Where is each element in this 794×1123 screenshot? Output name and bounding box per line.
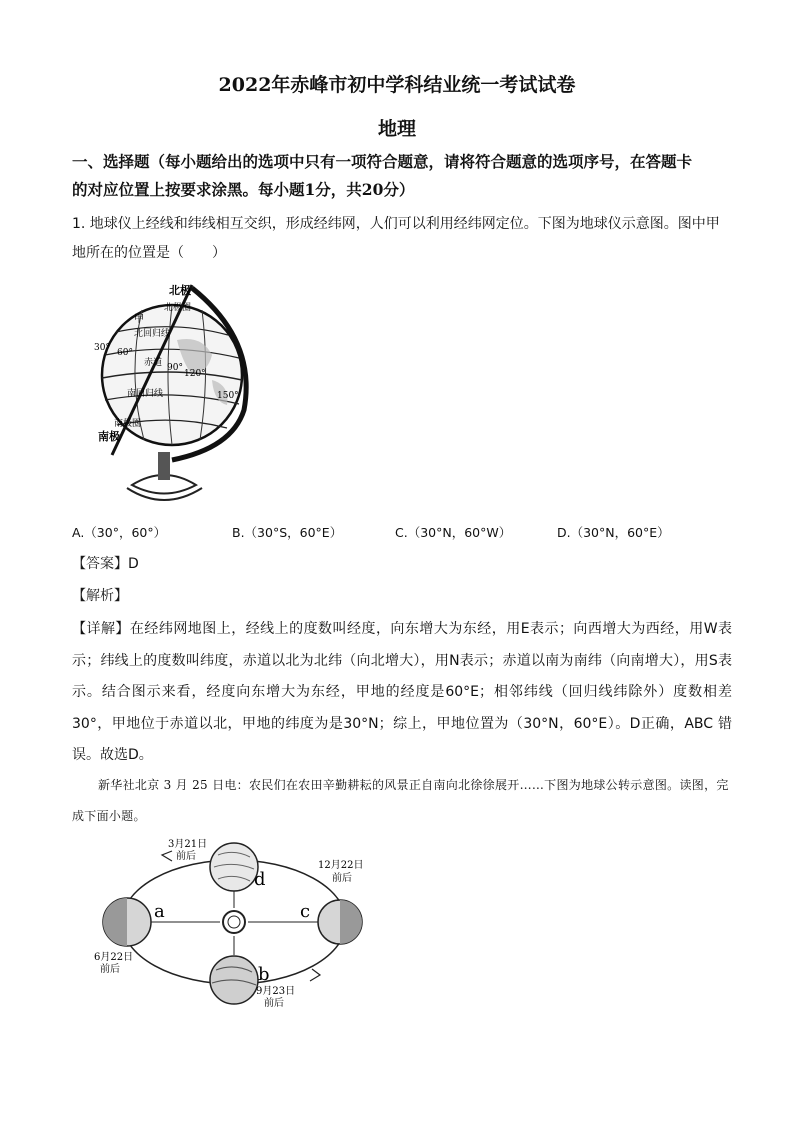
analysis-tag: 【解析】	[72, 588, 128, 604]
globe-label-tropic-capricorn: 南回归线	[127, 389, 164, 399]
subject-title: 地理	[377, 118, 416, 140]
orbit-label-c: c	[300, 901, 311, 922]
earth-position-d	[210, 843, 258, 891]
globe-label-arctic: 北极圈	[164, 303, 192, 313]
globe-label-antarctic: 南极圈	[114, 419, 142, 429]
orbit-label-d: d	[254, 869, 266, 890]
globe-label-jia: 甲	[134, 314, 144, 325]
globe-label-lon150: 150°	[217, 391, 239, 401]
globe-label-south-pole: 南极	[98, 430, 120, 443]
section-heading-line1: 一、选择题（每小题给出的选项中只有一项符合题意，请将符合题意的选项序号，在答题卡	[72, 152, 693, 171]
answer-tag: 【答案】	[72, 556, 128, 572]
question-1-options	[72, 523, 732, 547]
detail-text: 在经纬网地图上，经线上的度数叫经度，向东增大为东经，用E表示；向西增大为西经，用W表示；纬线上的度数叫纬度，赤道以北为北纬（向北增大），用N表示；赤道以南为南纬（向南增大），用S表示。结合图示来看，经度向东增大为东经，甲地的经度是60°E；相邻纬线（回归线纬除外）度数相差30°，甲地位于赤道以北，甲地的纬度为是30°N；综上，甲地位置为（30°N，60°E）。D正确，ABC 错误。故选D。	[72, 621, 733, 763]
page-title: 2022年赤峰市初中学科结业统一考试试卷	[218, 74, 576, 96]
date-sep23-note: 前后	[264, 998, 284, 1009]
earth-position-b	[210, 956, 258, 1004]
date-mar21-note: 前后	[176, 851, 196, 862]
earth-position-c	[318, 900, 362, 944]
globe-label-lon90: 90°	[167, 363, 183, 373]
globe-figure	[72, 280, 257, 510]
answer-value: D	[128, 556, 139, 572]
option-d[interactable]: D.（30°N，60°E）	[557, 525, 670, 540]
date-dec22: 12月22日	[318, 860, 364, 871]
date-sep23: 9月23日	[256, 986, 296, 997]
date-dec22-note: 前后	[332, 873, 352, 884]
globe-label-lon30: 30°	[94, 343, 110, 353]
orbit-figure	[92, 835, 382, 1010]
globe-label-lon120: 120°	[184, 369, 206, 379]
date-mar21: 3月21日	[168, 839, 208, 850]
answer-line	[72, 553, 139, 573]
detail-tag: 【详解】	[72, 621, 130, 637]
section-heading-line2: 的对应位置上按要求涂黑。每小题1分，共20分）	[72, 180, 415, 199]
orbit-label-b: b	[258, 964, 270, 985]
news-passage: 新华社北京 3 月 25 日电：农民们在农田辛勤耕耘的风景正自南向北徐徐展开……下图为地球公转示意图。读图，完成下面小题。	[72, 778, 729, 823]
globe-label-tropic-cancer: 北回归线	[134, 329, 171, 339]
section-heading	[72, 148, 732, 204]
globe-label-lon60: 60°	[117, 348, 133, 358]
question-1-stem: 1. 地球仪上经线和纬线相互交织，形成经纬网，人们可以利用经纬网定位。下图为地球仪示意图。图中甲地所在的位置是（ ）	[72, 216, 720, 261]
globe-label-north-pole: 北极	[169, 284, 191, 297]
orbit-label-a: a	[154, 901, 165, 922]
earth-position-a	[103, 898, 151, 946]
option-c[interactable]: C.（30°N，60°W）	[395, 525, 512, 540]
date-jun22: 6月22日	[94, 952, 134, 963]
date-jun22-note: 前后	[100, 964, 120, 975]
analysis-line	[72, 585, 128, 605]
detail-explanation	[72, 614, 732, 772]
option-a[interactable]: A.（30°，60°）	[72, 525, 167, 540]
option-b[interactable]: B.（30°S，60°E）	[232, 525, 343, 540]
globe-label-equator: 赤道	[144, 358, 163, 368]
